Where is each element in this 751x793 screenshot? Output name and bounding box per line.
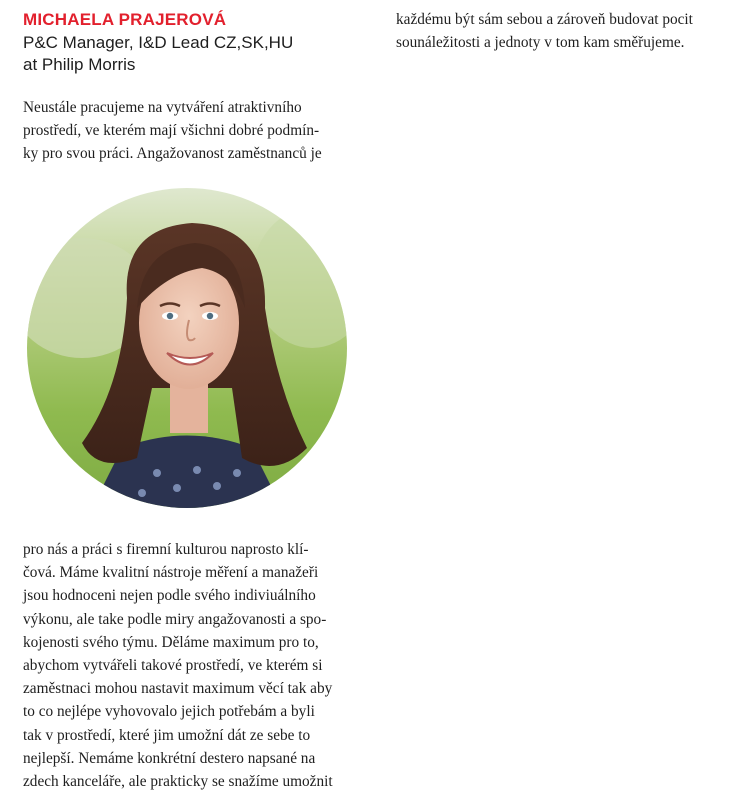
text-line: výkonu, ale take podle miry angažovanosti a spo-	[23, 610, 327, 628]
text-line: sounáležitosti a jednoty v tom kam směřujeme.	[396, 34, 685, 52]
text-line: kojenosti svého týmu. Děláme maximum pro to,	[23, 633, 319, 651]
person-role	[23, 32, 293, 76]
continuation-paragraph	[396, 8, 728, 54]
text-line: prostředí, ve kterém mají všichni dobré podmín-	[23, 122, 320, 140]
role-line-1: P&C Manager, I&D Lead CZ,SK,HU	[23, 33, 294, 52]
intro-paragraph	[23, 96, 351, 166]
text-line: zdech kanceláře, ale prakticky se snažíme umožnit	[23, 773, 333, 791]
role-line-2: at Philip Morris	[23, 55, 136, 74]
text-line: to co nejlépe vyhovovalo jejich potřebám a byli	[23, 703, 315, 721]
portrait-photo	[27, 188, 347, 508]
person-name: MICHAELA PRAJEROVÁ	[23, 10, 227, 29]
body-paragraph	[23, 538, 351, 793]
text-line: ky pro svou práci. Angažovanost zaměstnanců je	[23, 145, 322, 163]
text-line: nejlepší. Nemáme konkrétní destero napsané na	[23, 749, 316, 767]
text-line: každému být sám sebou a zároveň budovat pocit	[396, 11, 693, 28]
text-line: Neustále pracujeme na vytváření atraktivního	[23, 99, 302, 116]
text-line: čová. Máme kvalitní nástroje měření a manažeři	[23, 564, 319, 582]
text-line: jsou hodnoceni nejen podle svého indiviuálního	[23, 587, 316, 605]
text-line: zaměstnaci mohou nastavit maximum věcí tak aby	[23, 680, 333, 698]
text-line: abychom vytvářeli takové prostředí, ve kterém si	[23, 657, 323, 675]
text-line: pro nás a práci s firemní kulturou naprosto klí-	[23, 541, 309, 558]
text-line: tak v prostředí, které jim umožní dát ze sebe to	[23, 726, 311, 744]
